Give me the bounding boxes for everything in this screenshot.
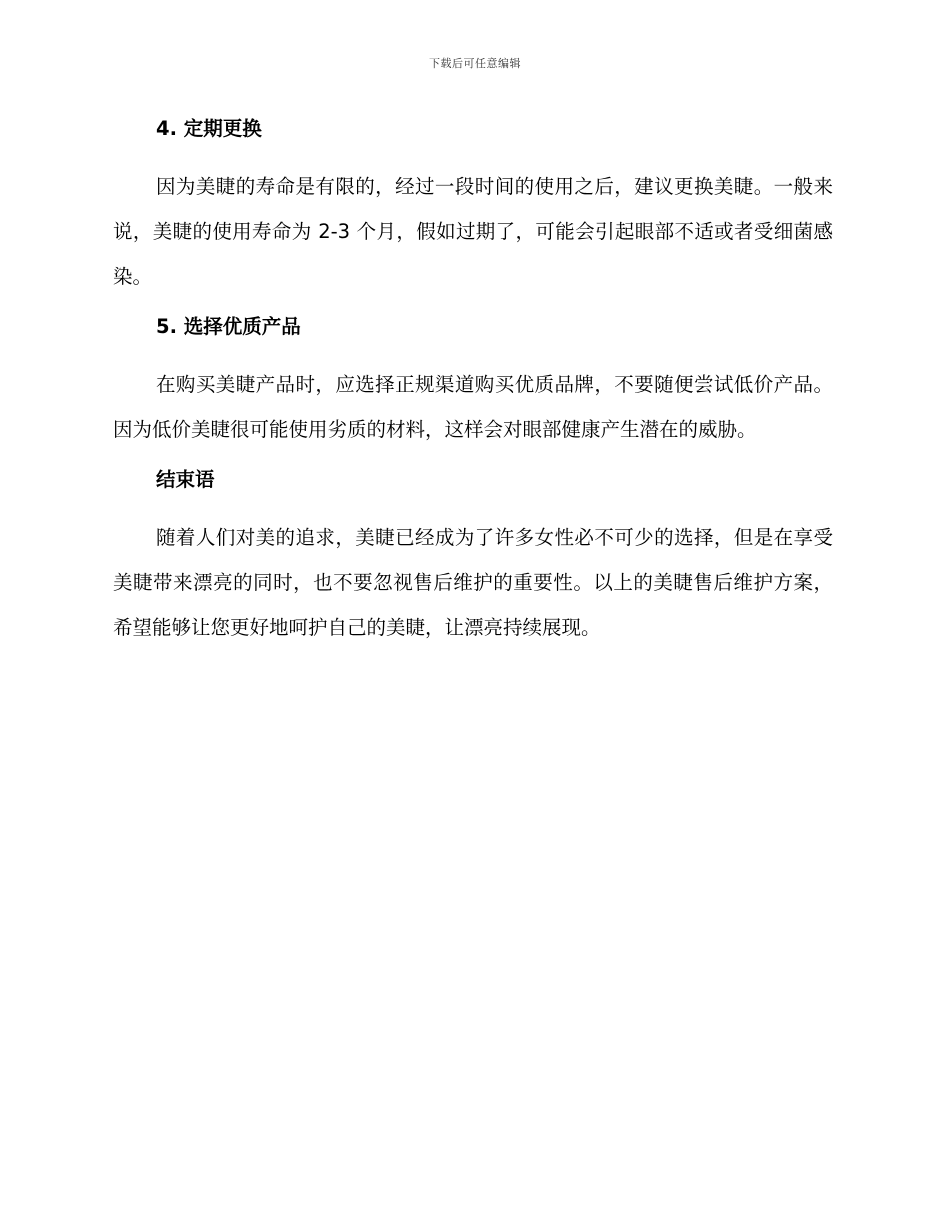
- document-body: [113, 112, 833, 661]
- section-heading: 4. 定期更换: [156, 117, 262, 140]
- section-conclusion: [113, 463, 833, 650]
- section-heading: 5. 选择优质产品: [156, 315, 301, 338]
- section-paragraph: 因为美睫的寿命是有限的，经过一段时间的使用之后，建议更换美睫。一般来说，美睫的使用寿命为 2-3 个月，假如过期了，可能会引起眼部不适或者受细菌感染。: [113, 175, 833, 288]
- page-header: 下载后可任意编辑: [429, 57, 521, 70]
- section-regular-replacement: [113, 112, 833, 299]
- section-paragraph: 在购买美睫产品时，应选择正规渠道购买优质品牌，不要随便尝试低价产品。因为低价美睫很可能使用劣质的材料，这样会对眼部健康产生潜在的威胁。: [113, 373, 833, 441]
- section-choose-quality-products: [113, 310, 833, 452]
- section-paragraph: 随着人们对美的追求，美睫已经成为了许多女性必不可少的选择，但是在享受美睫带来漂亮的同时，也不要忽视售后维护的重要性。以上的美睫售后维护方案，希望能够让您更好地呵护自己的美睫，让漂亮持续展现。: [113, 526, 833, 639]
- section-heading: 结束语: [156, 468, 215, 491]
